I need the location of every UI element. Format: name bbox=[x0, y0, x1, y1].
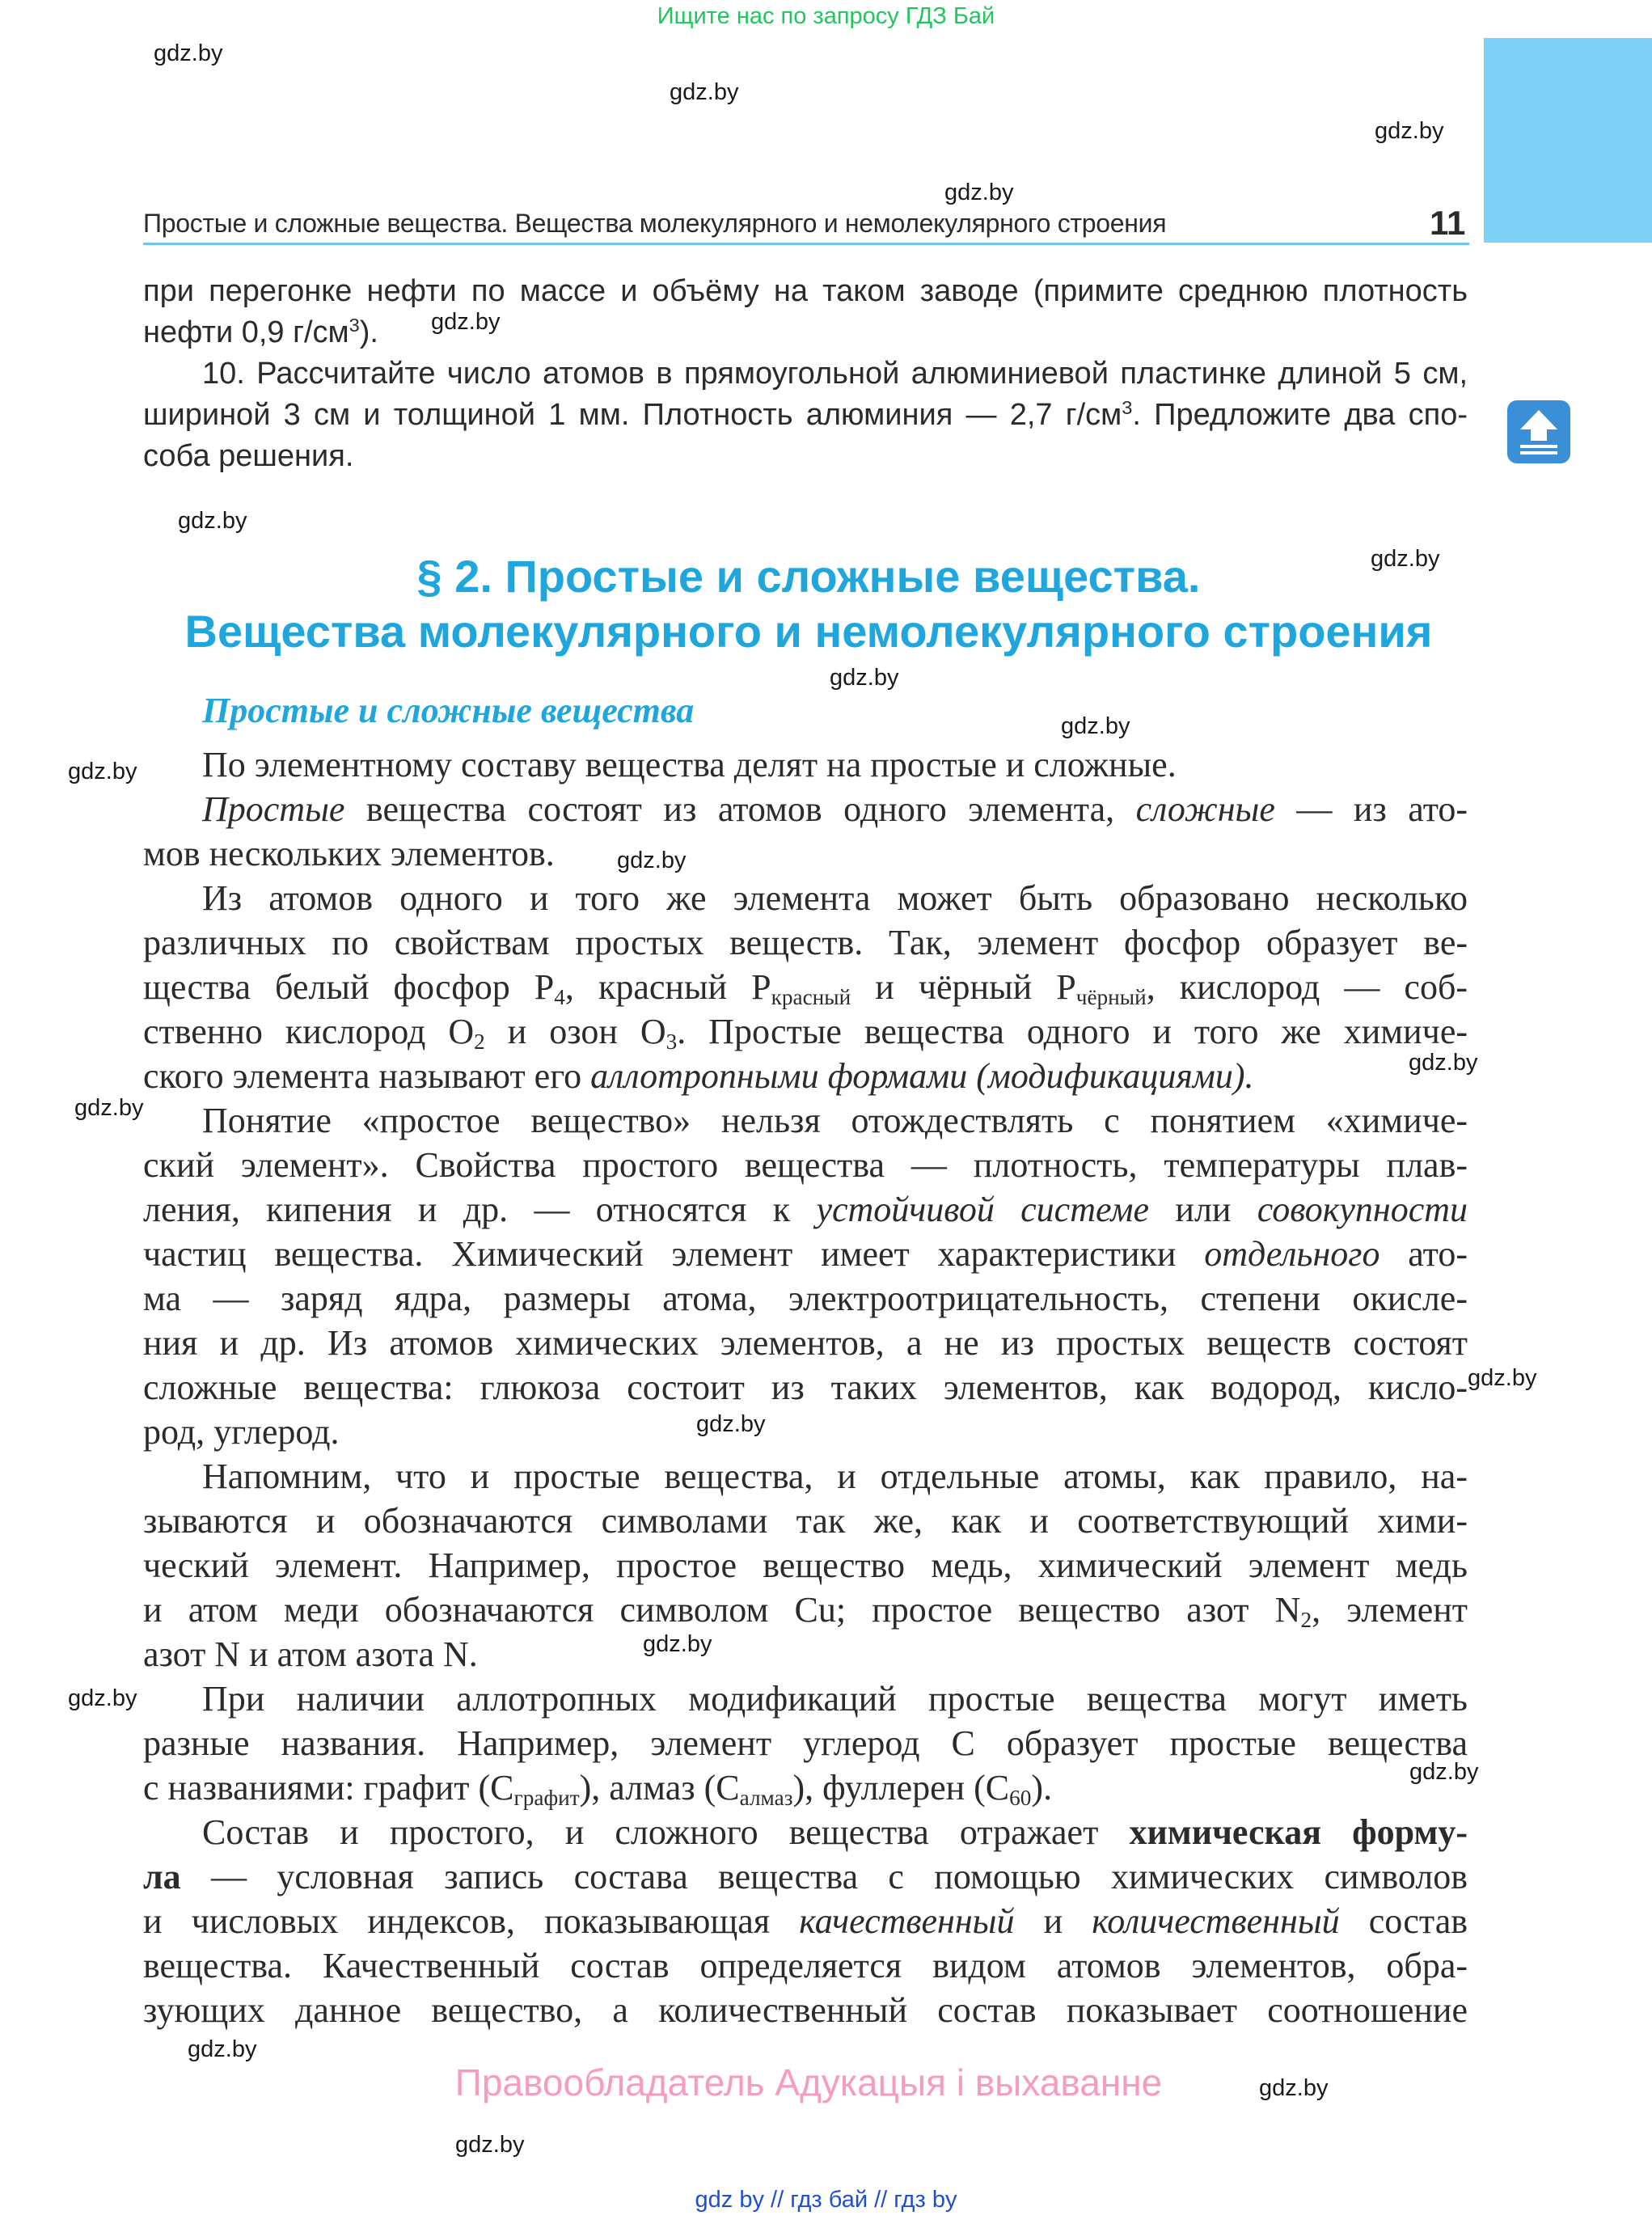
task-10-line: 10. Рассчитайте число атомов в прямоугольной алюминиевой пластинке длиной 5 см, bbox=[202, 357, 1468, 391]
watermark: gdz.by bbox=[178, 508, 247, 534]
paragraph-line: ский элемент». Свойства простого вещества — плотность, температуры плав- bbox=[143, 1145, 1468, 1185]
section-title: § 2. Простые и сложные вещества. bbox=[416, 551, 1201, 602]
top-banner[interactable]: Ищите нас по запросу ГДЗ Бай bbox=[657, 3, 995, 29]
paragraph-line: При наличии аллотропных модификаций простые вещества могут иметь bbox=[202, 1679, 1468, 1719]
paragraph-line: щества белый фосфор $P_4$, красный $P_{красный}$ и чёрный $P_{чёрный}$, кислород — соб- bbox=[143, 967, 1468, 1009]
subsection-heading: Простые и сложные вещества bbox=[202, 691, 695, 730]
watermark: gdz.by bbox=[696, 1411, 766, 1437]
paragraph-line: ского элемента называют его аллотропными формами (модификациями). bbox=[143, 1056, 1254, 1096]
page-corner-tab bbox=[1484, 38, 1652, 243]
paragraph-line: ма — заряд ядра, размеры атома, электроотрицательность, степени окисле- bbox=[143, 1279, 1468, 1318]
paragraph-line: Напомним, что и простые вещества, и отдельные атомы, как правило, на- bbox=[202, 1457, 1468, 1496]
task-text-line: при перегонке нефти по массе и объёму на таком заводе (примите среднюю плотность bbox=[143, 274, 1468, 308]
paragraph-line: род, углерод. bbox=[143, 1412, 340, 1452]
watermark: gdz.by bbox=[643, 1631, 712, 1657]
watermark: gdz.by bbox=[1409, 1759, 1479, 1785]
watermark: gdz.by bbox=[455, 2132, 525, 2158]
paragraph-line: зываются и обозначаются символами так же, как и соответствующий хими- bbox=[143, 1501, 1468, 1541]
watermark: gdz.by bbox=[1375, 118, 1444, 144]
paragraph-line: ческий элемент. Например, простое вещество медь, химический элемент медь bbox=[143, 1545, 1468, 1585]
task-10-line: соба решения. bbox=[143, 439, 354, 473]
paragraph-line: разные названия. Например, элемент углерод C образует простые вещества bbox=[143, 1723, 1468, 1763]
watermark: gdz.by bbox=[154, 40, 223, 66]
paragraph-line: ния и др. Из атомов химических элементов, а не из простых веществ состоят bbox=[143, 1323, 1468, 1363]
up-arrow-icon bbox=[1507, 400, 1570, 463]
paragraph-line: и числовых индексов, показывающая качественный и количественный состав bbox=[143, 1901, 1468, 1941]
paragraph-line: мов нескольких элементов. bbox=[143, 834, 555, 873]
watermark: gdz.by bbox=[1259, 2075, 1329, 2101]
watermark: gdz.by bbox=[830, 665, 899, 691]
paragraph-line: Понятие «простое вещество» нельзя отождествлять с понятием «химиче- bbox=[202, 1101, 1468, 1140]
task-text-line: нефти 0,9 $г/см^3$). bbox=[143, 315, 378, 349]
page-number: 11 bbox=[1430, 204, 1466, 242]
paragraph-line: Из атомов одного и того же элемента может быть образовано несколько bbox=[202, 878, 1468, 918]
paragraph-line: частиц вещества. Химический элемент имеет характеристики отдельного ато- bbox=[143, 1234, 1468, 1274]
task-10-line: шириной 3 см и толщиной 1 мм. Плотность алюминия — 2,7 $г/см^3$. Предложите два спо- bbox=[143, 397, 1468, 432]
paragraph-line: зующих данное вещество, а количественный состав показывает соотношение bbox=[143, 1990, 1468, 2030]
copyright-notice: Правообладатель Адукацыя і выхаванне bbox=[454, 2061, 1163, 2103]
paragraph-line: ственно кислород $O_2$ и озон $O_3$. Простые вещества одного и того же химиче- bbox=[143, 1012, 1468, 1054]
paragraph-line: вещества. Качественный состав определяется видом атомов элементов, обра- bbox=[143, 1946, 1468, 1985]
paragraph-line: различных по свойствам простых веществ. Так, элемент фосфор образует ве- bbox=[143, 923, 1468, 962]
watermark: gdz.by bbox=[68, 1685, 137, 1711]
watermark: gdz.by bbox=[1371, 546, 1440, 572]
paragraph-line: Простые вещества состоят из атомов одного элемента, сложные — из ато- bbox=[202, 789, 1468, 829]
paragraph-line: азот N и атом азота N. bbox=[143, 1634, 478, 1674]
paragraph-line: ла — условная запись состава вещества с помощью химических символов bbox=[143, 1857, 1468, 1896]
paragraph-line: с названиями: графит $(C_{графит})$, алмаз $(C_{алмаз})$, фуллерен $(C_{60})$. bbox=[143, 1768, 1053, 1810]
watermark: gdz.by bbox=[670, 79, 739, 105]
scroll-up-button[interactable] bbox=[1507, 400, 1570, 463]
section-title: Вещества молекулярного и немолекулярного строения bbox=[184, 606, 1433, 657]
watermark: gdz.by bbox=[944, 180, 1014, 205]
header-rule bbox=[143, 243, 1469, 245]
watermark: gdz.by bbox=[1409, 1050, 1478, 1076]
running-head: Простые и сложные вещества. Вещества молекулярного и немолекулярного строения bbox=[143, 209, 1167, 238]
paragraph-line: сложные вещества: глюкоза состоит из таких элементов, как водород, кисло- bbox=[143, 1368, 1468, 1407]
watermark: gdz.by bbox=[188, 2036, 257, 2062]
paragraph-line: ления, кипения и др. — относятся к устойчивой системе или совокупности bbox=[143, 1190, 1468, 1229]
watermark: gdz.by bbox=[68, 759, 137, 784]
watermark: gdz.by bbox=[1061, 713, 1130, 739]
watermark: gdz.by bbox=[1468, 1365, 1537, 1391]
watermark: gdz.by bbox=[74, 1095, 144, 1121]
paragraph-line: По элементному составу вещества делят на простые и сложные. bbox=[202, 745, 1177, 784]
footer-links[interactable]: gdz by // гдз бай // гдз by bbox=[695, 2187, 957, 2213]
paragraph-line: и атом меди обозначаются символом Cu; простое вещество азот $N_2$, элемент bbox=[143, 1590, 1468, 1632]
watermark: gdz.by bbox=[617, 848, 687, 873]
paragraph-line: Состав и простого, и сложного вещества отражает химическая форму- bbox=[202, 1812, 1468, 1852]
watermark: gdz.by bbox=[431, 309, 501, 335]
